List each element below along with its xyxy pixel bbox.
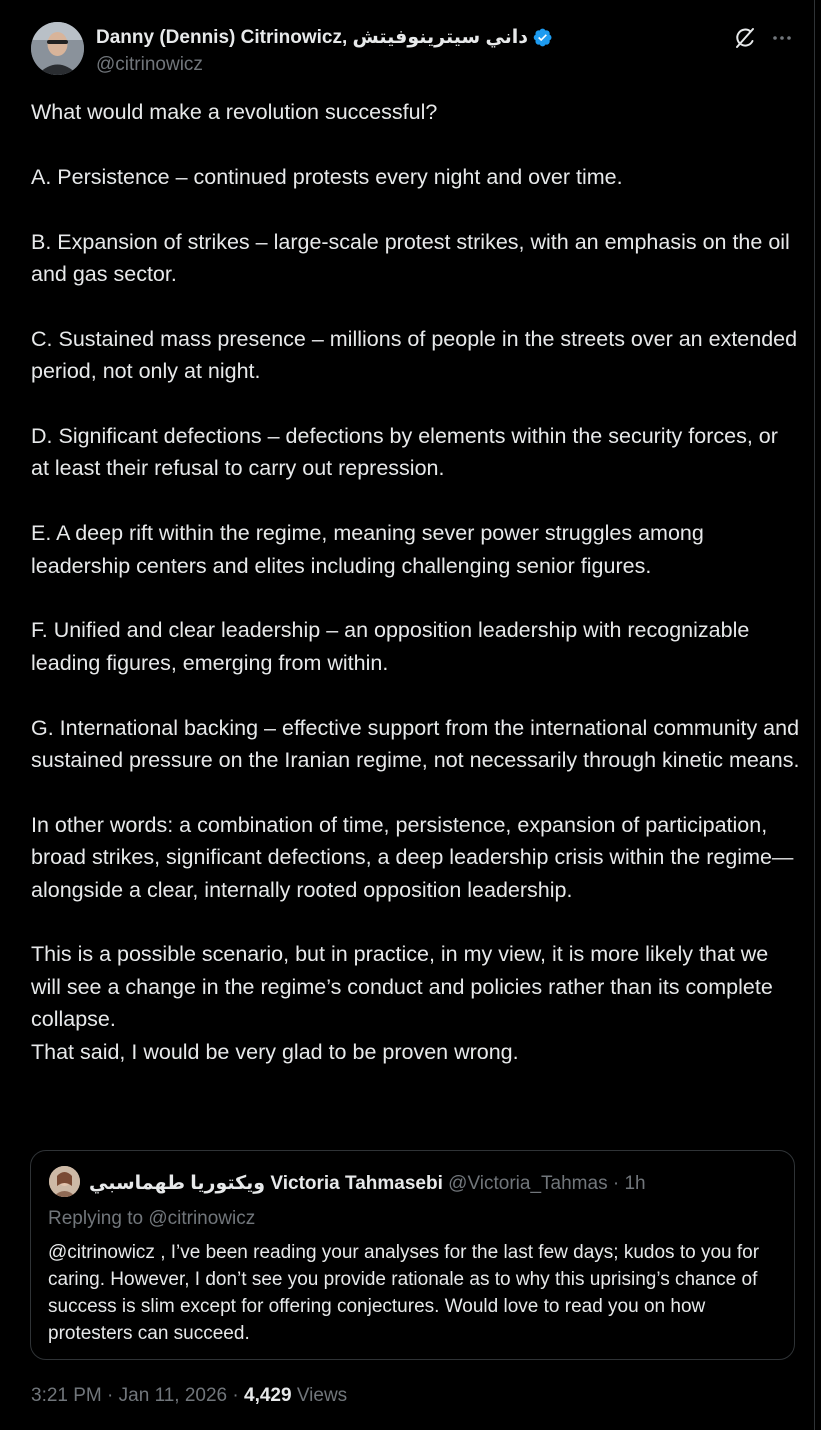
quote-header bbox=[89, 1172, 646, 1195]
tweet-paragraph: F. Unified and clear leadership – an opposition leadership with recognizable leading figures, emerging from within. bbox=[31, 618, 750, 675]
quote-author-avatar[interactable] bbox=[49, 1166, 80, 1197]
views-count: 4,429 bbox=[244, 1385, 292, 1406]
tweet-paragraph: G. International backing – effective support from the international community and sustained pressure on the Iranian regime, not necessarily through kinetic means. bbox=[31, 715, 800, 773]
quote-time[interactable]: 1h bbox=[624, 1173, 646, 1194]
quoted-tweet[interactable] bbox=[30, 1150, 795, 1360]
quote-replying-to: Replying to @citrinowicz bbox=[48, 1208, 256, 1229]
tweet-paragraph: A. Persistence – continued protests every night and over time. bbox=[31, 164, 623, 189]
footer-separator: · bbox=[107, 1385, 114, 1406]
tweet-text bbox=[31, 96, 801, 1068]
author-name-text[interactable]: Danny (Dennis) Citrinowicz, داني سيترينوفيتش bbox=[96, 27, 529, 48]
author-handle[interactable]: @citrinowicz bbox=[96, 54, 203, 75]
tweet-time[interactable]: 3:21 PM bbox=[31, 1385, 102, 1406]
quote-author-name[interactable]: ويكتوريا طهماسبي Victoria Tahmasebi bbox=[89, 1173, 443, 1194]
grok-icon[interactable] bbox=[733, 26, 757, 50]
views-label: Views bbox=[296, 1385, 348, 1406]
tweet-paragraph: B. Expansion of strikes – large-scale protest strikes, with an emphasis on the oil and gas sector. bbox=[31, 229, 790, 286]
tweet-paragraph: That said, I would be very glad to be proven wrong. bbox=[31, 1039, 519, 1064]
tweet-paragraph: This is a possible scenario, but in practice, in my view, it is more likely that we will see a change in the regime’s conduct and policies rather than its complete collapse. bbox=[31, 942, 773, 1032]
tweet-paragraph: E. A deep rift within the regime, meaning sever power struggles among leadership centers and elites including challenging senior figures. bbox=[31, 521, 704, 578]
tweet-date[interactable]: Jan 11, 2026 bbox=[118, 1385, 228, 1406]
tweet-paragraph: D. Significant defections – defections by elements within the security forces, or at least their refusal to carry out repression. bbox=[31, 424, 778, 481]
tweet-paragraph: In other words: a combination of time, persistence, expansion of participation, broad strikes, significant defections, a deep leadership crisis within the regime—alongside a clear, internally rooted opposition leadership. bbox=[31, 812, 794, 902]
tweet-paragraph: What would make a revolution successful? bbox=[31, 100, 438, 124]
quote-author-handle[interactable]: @Victoria_Tahmas bbox=[448, 1173, 608, 1194]
tweet-meta bbox=[31, 1385, 347, 1407]
verified-badge-icon bbox=[532, 27, 553, 48]
footer-separator: · bbox=[232, 1385, 239, 1406]
author-avatar[interactable] bbox=[31, 22, 84, 75]
quote-text: @citrinowicz , I’ve been reading your analyses for the last few days; kudos to you for caring. However, I don’t see you provide rationale as to why this uprising’s chance of success is slim except for offering conjectures. Would love to read you on how protesters can succeed. bbox=[48, 1242, 760, 1344]
more-options-icon[interactable] bbox=[770, 26, 794, 50]
quote-separator: · bbox=[612, 1173, 620, 1194]
author-name[interactable] bbox=[96, 26, 553, 49]
tweet-paragraph: C. Sustained mass presence – millions of people in the streets over an extended period, not only at night. bbox=[31, 326, 798, 384]
